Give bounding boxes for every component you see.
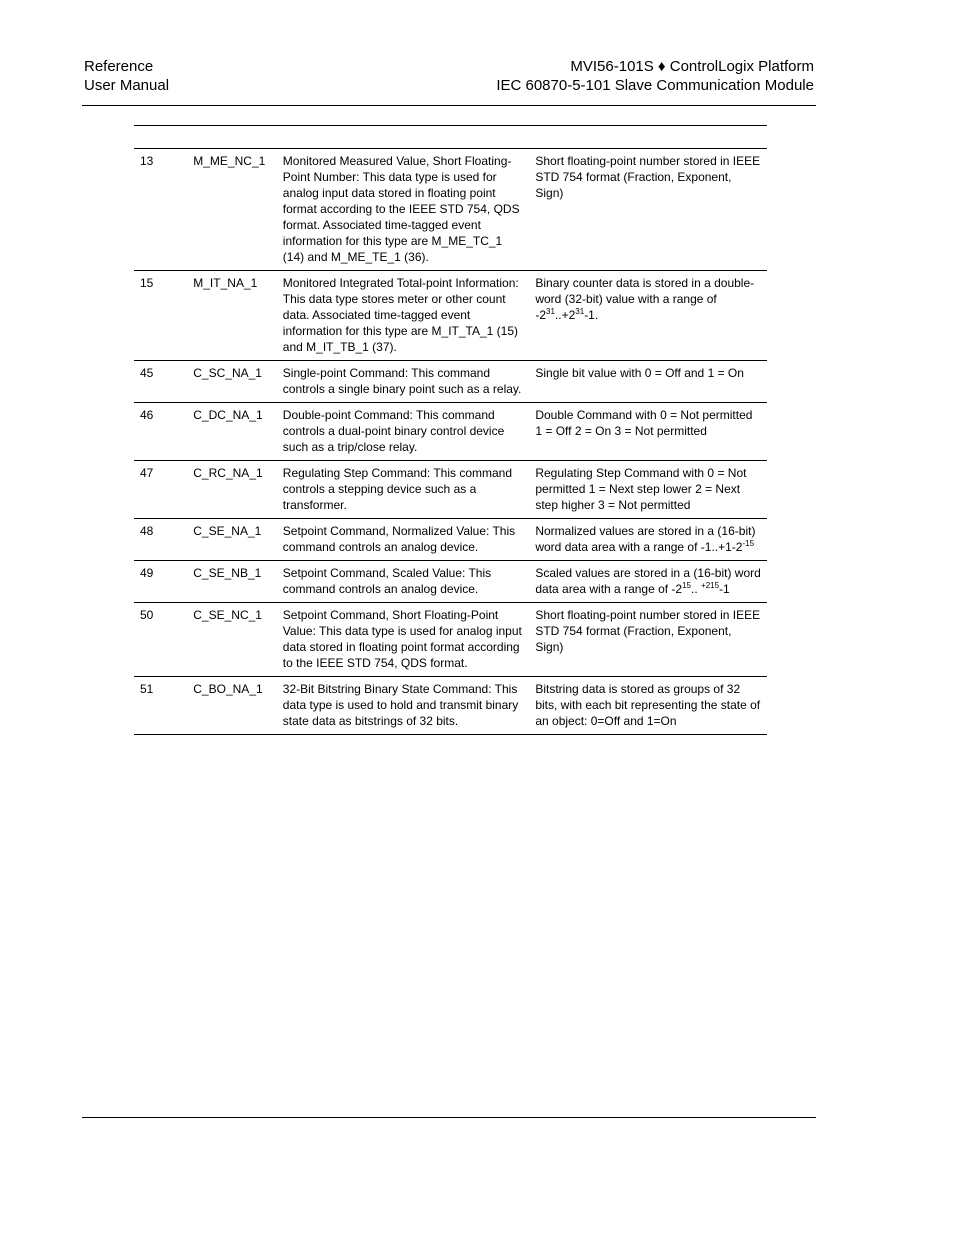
type-id-cell: 13 — [134, 149, 187, 271]
type-id-cell: 51 — [134, 677, 187, 735]
data-type-table — [134, 148, 767, 735]
notes-cell: Short floating-point number stored in IEEE STD 754 format (Fraction, Exponent, Sign) — [529, 149, 767, 271]
description-cell: Monitored Integrated Total-point Information: This data type stores meter or other count data. Associated time-tagged event information for this type are M_IT_TA_1 (15) and M_IT_TB_1 (37). — [277, 271, 530, 361]
type-id-cell: 45 — [134, 361, 187, 403]
type-code-cell: M_ME_NC_1 — [187, 149, 277, 271]
notes-superscript: -15 — [742, 539, 755, 548]
table-row — [134, 149, 767, 271]
description-cell: 32-Bit Bitstring Binary State Command: This data type is used to hold and transmit binary state data as bitstrings of 32 bits. — [277, 677, 530, 735]
type-code-cell: C_RC_NA_1 — [187, 461, 277, 519]
notes-cell — [529, 519, 767, 561]
notes-text: -1. — [584, 308, 599, 322]
header-section-title: Reference — [84, 58, 154, 75]
header-divider — [82, 105, 816, 106]
notes-cell — [529, 271, 767, 361]
notes-cell: Double Command with 0 = Not permitted 1 = Off 2 = On 3 = Not permitted — [529, 403, 767, 461]
notes-superscript: 31 — [575, 307, 585, 316]
table-row — [134, 603, 767, 677]
type-code-cell: C_DC_NA_1 — [187, 403, 277, 461]
type-id-cell: 47 — [134, 461, 187, 519]
type-code-cell: M_IT_NA_1 — [187, 271, 277, 361]
table-row — [134, 361, 767, 403]
table-top-rule — [134, 125, 767, 126]
notes-text: .. — [691, 582, 702, 596]
notes-cell — [529, 561, 767, 603]
notes-superscript: 15 — [682, 581, 692, 590]
notes-cell: Single bit value with 0 = Off and 1 = On — [529, 361, 767, 403]
type-code-cell: C_BO_NA_1 — [187, 677, 277, 735]
type-id-cell: 48 — [134, 519, 187, 561]
header-product-title: MVI56-101S ♦ ControlLogix Platform — [570, 58, 814, 75]
type-code-cell: C_SE_NA_1 — [187, 519, 277, 561]
notes-superscript: +215 — [701, 581, 720, 590]
table-row — [134, 461, 767, 519]
header-left — [84, 57, 169, 95]
notes-cell: Bitstring data is stored as groups of 32 bits, with each bit representing the state of an object: 0=Off and 1=On — [529, 677, 767, 735]
notes-text: Binary counter data is stored in a double-word (32-bit) value with a range of -2 — [535, 276, 755, 322]
description-cell: Regulating Step Command: This command controls a stepping device such as a transformer. — [277, 461, 530, 519]
header-right — [496, 57, 814, 95]
header-product-subtitle: IEC 60870-5-101 Slave Communication Module — [496, 77, 814, 94]
type-id-cell: 46 — [134, 403, 187, 461]
type-code-cell: C_SC_NA_1 — [187, 361, 277, 403]
footer-divider — [82, 1117, 816, 1118]
description-cell: Double-point Command: This command controls a dual-point binary control device such as a trip/close relay. — [277, 403, 530, 461]
table-row — [134, 271, 767, 361]
notes-text: Normalized values are stored in a (16-bit) word data area with a range of -1..+1-2 — [535, 524, 756, 554]
table-row — [134, 677, 767, 735]
notes-cell: Short floating-point number stored in IEEE STD 754 format (Fraction, Exponent, Sign) — [529, 603, 767, 677]
notes-superscript: 31 — [546, 307, 555, 316]
header-manual-title: User Manual — [84, 77, 170, 94]
type-code-cell: C_SE_NB_1 — [187, 561, 277, 603]
table-row — [134, 519, 767, 561]
description-cell: Setpoint Command, Scaled Value: This command controls an analog device. — [277, 561, 530, 603]
notes-cell: Regulating Step Command with 0 = Not permitted 1 = Next step lower 2 = Next step higher 3 = Not permitted — [529, 461, 767, 519]
type-id-cell: 49 — [134, 561, 187, 603]
description-cell: Setpoint Command, Short Floating-Point Value: This data type is used for analog input data stored in floating point format according to the IEEE STD 754, QDS format. — [277, 603, 530, 677]
description-cell: Monitored Measured Value, Short Floating-Point Number: This data type is used for analog input data stored in floating point format according to the IEEE STD 754, QDS format. Associated time-tagged event information for this type are M_ME_TC_1 (14) and M_ME_TE_1 (36). — [277, 149, 530, 271]
table-row — [134, 403, 767, 461]
notes-text: -1 — [719, 582, 730, 596]
notes-text: ..+2 — [554, 308, 576, 322]
table-row — [134, 561, 767, 603]
type-code-cell: C_SE_NC_1 — [187, 603, 277, 677]
type-id-cell: 50 — [134, 603, 187, 677]
notes-text: Scaled values are stored in a (16-bit) word data area with a range of -2 — [535, 566, 761, 596]
description-cell: Setpoint Command, Normalized Value: This command controls an analog device. — [277, 519, 530, 561]
type-id-cell: 15 — [134, 271, 187, 361]
description-cell: Single-point Command: This command controls a single binary point such as a relay. — [277, 361, 530, 403]
